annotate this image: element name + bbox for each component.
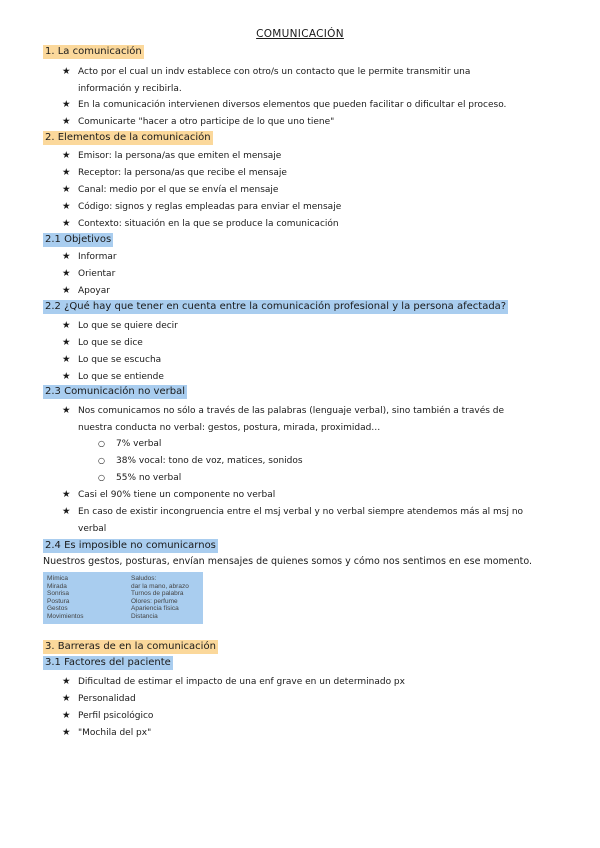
star-icon: ★ (62, 405, 71, 416)
list-item: ★ Canal: medio por el que se envía el mensaje (62, 181, 278, 199)
table-cell: Postura (47, 597, 70, 605)
list-item: ★ Informar (62, 248, 117, 266)
star-icon: ★ (62, 320, 71, 331)
star-icon: ★ (62, 727, 71, 738)
star-icon: ★ (62, 150, 71, 161)
list-item: ★ Casi el 90% tiene un componente no verbal (62, 486, 275, 504)
star-icon: ★ (62, 218, 71, 229)
list-item: ★ "Mochila del px" (62, 724, 151, 742)
paragraph: Nuestros gestos, posturas, envían mensajes de quienes somos y cómo nos sentimos en ese momento. (43, 556, 533, 567)
heading-barreras: 3. Barreras de en la comunicación (45, 641, 216, 652)
table-cell: Sonrisa (47, 590, 70, 598)
list-item: ★ En caso de existir incongruencia entre el msj verbal y no verbal siempre atendemos más al msj no verbal (62, 503, 552, 538)
list-item: ★ Contexto: situación en la que se produce la comunicación (62, 215, 339, 233)
star-icon: ★ (62, 371, 71, 382)
table-cell: Gestos (47, 605, 68, 613)
star-icon: ★ (62, 693, 71, 704)
table-cell: Mímica (47, 575, 68, 582)
star-icon: ★ (62, 489, 71, 500)
table-cell: Apariencia física (131, 605, 179, 613)
star-icon: ★ (62, 99, 71, 110)
heading-objetivos: 2.1 Objetivos (45, 234, 112, 245)
page-title: COMUNICACIÓN (256, 28, 344, 40)
table-cell: dar la mano, abrazo (131, 582, 189, 590)
list-item: ★ Apoyar (62, 282, 110, 300)
star-icon: ★ (62, 285, 71, 296)
heading-que-tener-en-cuenta: 2.2 ¿Qué hay que tener en cuenta entre la comunicación profesional y la persona afectada? (45, 301, 507, 312)
star-icon: ★ (62, 201, 71, 212)
list-item: ★ Perfil psicológico (62, 707, 153, 725)
table-cell: Distancia (131, 612, 158, 620)
item-text: Acto por el cual un indv establece con otro/s un contacto que le permite transmitir una (78, 67, 471, 77)
list-item: ★ Personalidad (62, 690, 136, 708)
table-cell: Saludos: (131, 575, 157, 582)
list-item: ★ Dificultad de estimar el impacto de una enf grave en un determinado px (62, 673, 405, 691)
list-item: ★ Receptor: la persona/as que recibe el mensaje (62, 164, 287, 182)
list-item: ★ Código: signos y reglas empleadas para enviar el mensaje (62, 198, 341, 216)
sub-list-item: ○ 38% vocal: tono de voz, matices, sonidos (98, 452, 303, 470)
circle-icon: ○ (98, 456, 105, 465)
circle-icon: ○ (98, 439, 105, 448)
sub-list-item: ○ 55% no verbal (98, 469, 181, 487)
table-cell: Mirada (47, 582, 67, 590)
star-icon: ★ (62, 354, 71, 365)
heading-elementos: 2. Elementos de la comunicación (45, 132, 211, 143)
heading-la-comunicacion: 1. La comunicación (45, 46, 142, 57)
star-icon: ★ (62, 506, 71, 517)
list-item (62, 113, 334, 131)
list-item (62, 63, 552, 98)
star-icon: ★ (62, 66, 71, 77)
item-text-cont: información y recibirla. (78, 84, 182, 94)
table-col-right (131, 575, 189, 621)
table-cell: Olores: perfume (131, 597, 178, 605)
table-cell: Turnos de palabra (131, 590, 184, 598)
heading-comunicacion-no-verbal: 2.3 Comunicación no verbal (45, 386, 185, 397)
star-icon: ★ (62, 167, 71, 178)
list-item: ★ Lo que se escucha (62, 351, 161, 369)
list-item: ★ Orientar (62, 265, 115, 283)
heading-imposible-no-comunicarnos: 2.4 Es imposible no comunicarnos (45, 540, 216, 551)
list-item: ★ Lo que se entiende (62, 368, 164, 386)
heading-factores-paciente: 3.1 Factores del paciente (45, 657, 171, 668)
star-icon: ★ (62, 337, 71, 348)
list-item: ★ Lo que se dice (62, 334, 143, 352)
list-item: ★ Emisor: la persona/as que emiten el mensaje (62, 147, 281, 165)
table-col-left (47, 575, 83, 621)
item-text: En la comunicación intervienen diversos elementos que pueden facilitar o dificultar el proceso. (78, 100, 507, 110)
list-item (62, 96, 506, 114)
star-icon: ★ (62, 710, 71, 721)
circle-icon: ○ (98, 473, 105, 482)
star-icon: ★ (62, 268, 71, 279)
star-icon: ★ (62, 676, 71, 687)
item-text: Comunicarte "hacer a otro participe de lo que uno tiene" (78, 117, 335, 127)
star-icon: ★ (62, 116, 71, 127)
star-icon: ★ (62, 251, 71, 262)
star-icon: ★ (62, 184, 71, 195)
sub-list-item: ○ 7% verbal (98, 435, 161, 453)
nonverbal-table (43, 572, 203, 624)
table-cell: Movimientos (47, 612, 84, 620)
list-item: ★ Lo que se quiere decir (62, 317, 178, 335)
list-item: ★ Nos comunicamos no sólo a través de las palabras (lenguaje verbal), sino también a través de nuestra conducta no verbal: gestos, postura, mirada, proximidad… (62, 402, 552, 437)
